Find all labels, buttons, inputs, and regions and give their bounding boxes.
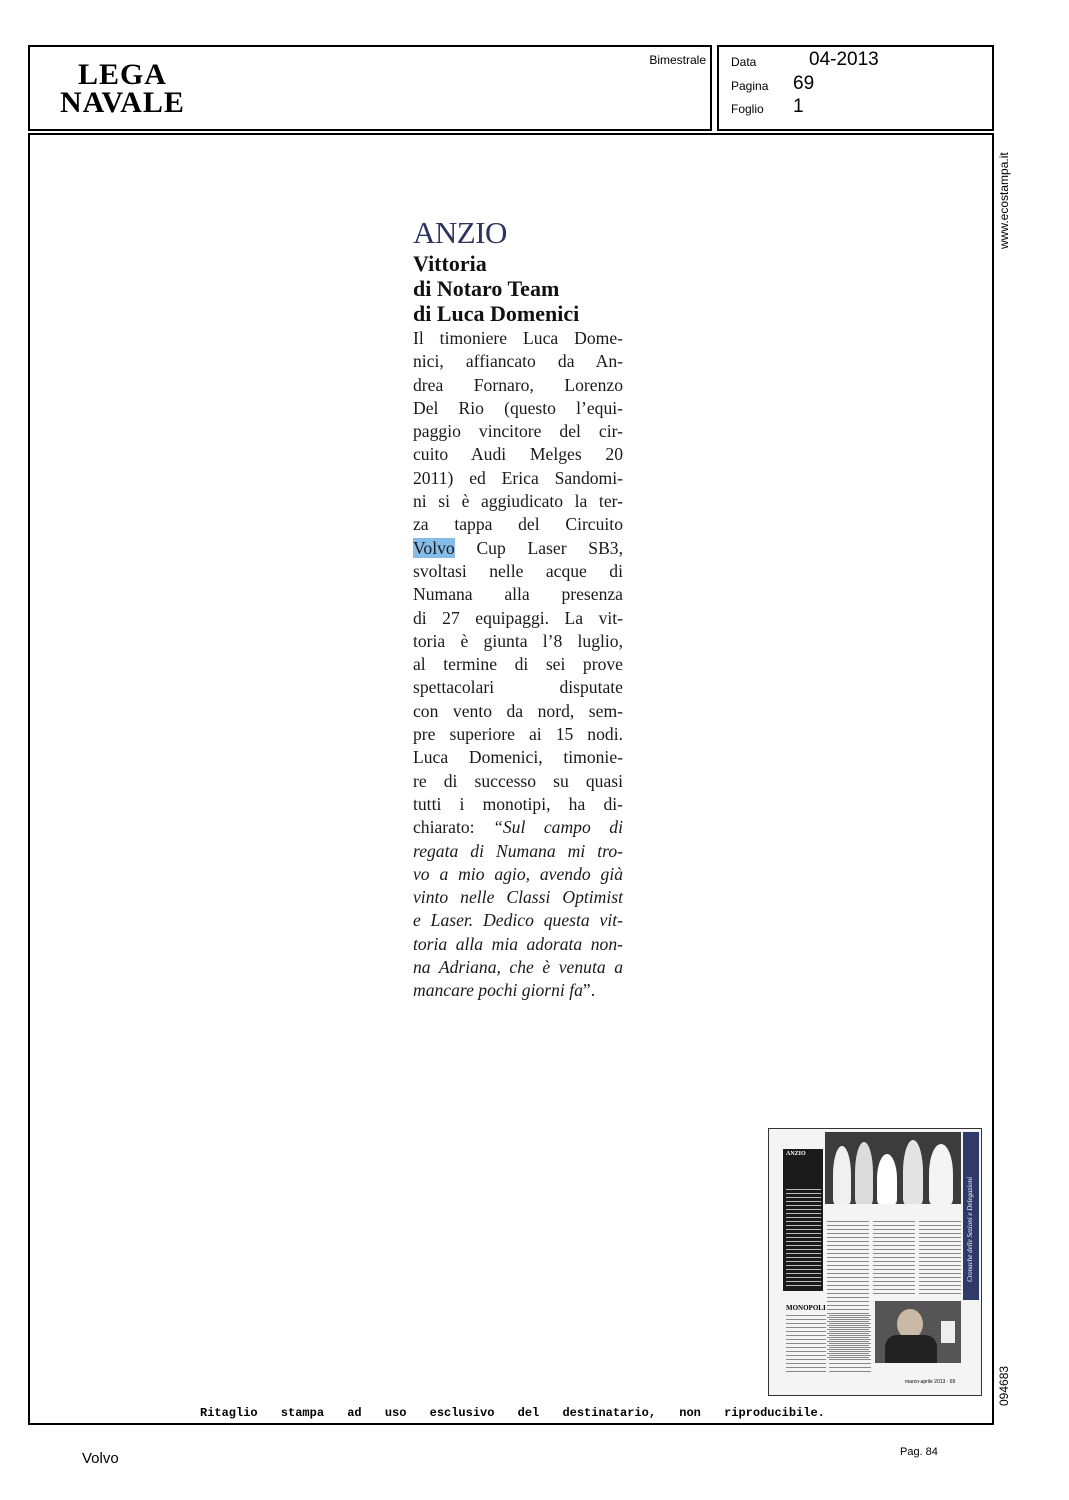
page-label: Pagina <box>731 79 769 93</box>
page-thumbnail <box>768 1128 982 1396</box>
body-line: 2011) ed Erica Sandomi- <box>413 467 623 488</box>
body-line: toria è giunta l’8 luglio, <box>413 630 623 651</box>
thumb-text-block <box>786 1315 826 1375</box>
body-line: pre superiore ai 15 nodi. <box>413 724 623 745</box>
thumb-portrait-photo <box>875 1301 961 1363</box>
quote-line: toria alla mia adorata non- <box>413 933 623 954</box>
date-value: 04-2013 <box>809 49 879 70</box>
body-line: Numana alla presenza <box>413 584 623 605</box>
side-code <box>994 1360 1014 1410</box>
body-line: al termine di sei prove <box>413 654 623 675</box>
quote-first: “Sul campo di <box>493 817 623 838</box>
headline-line: di Notaro Team <box>413 276 560 301</box>
headline-line: Vittoria <box>413 251 487 276</box>
body-line: re di successo su quasi <box>413 770 623 791</box>
thumb-text-block <box>829 1315 871 1375</box>
body-line: con vento da nord, sem- <box>413 700 623 721</box>
body-line-highlight <box>413 537 623 560</box>
body-line: za tappa del Circuito <box>413 514 623 535</box>
quote-line: vo a mio agio, avendo già <box>413 863 623 884</box>
body-fragment: Cup Laser SB3, <box>454 537 623 558</box>
body-line: di 27 equipaggi. La vit- <box>413 607 623 628</box>
body-line: Del Rio (questo l’equi- <box>413 397 623 418</box>
thumb-text-block <box>786 1189 821 1289</box>
thumb-title: ANZIO <box>786 1151 806 1157</box>
footer-page: Pag. 84 <box>900 1446 938 1458</box>
quote-line: na Adriana, che è venuta a <box>413 957 623 978</box>
header-masthead-box <box>28 45 712 131</box>
body-line: nici, affiancato da An- <box>413 351 623 372</box>
thumb-section-band <box>963 1132 979 1300</box>
body-line: Il timoniere Luca Dome- <box>413 328 623 348</box>
article <box>413 215 623 1003</box>
body-line: drea Fornaro, Lorenzo <box>413 374 623 395</box>
thumb-team-photo <box>825 1132 961 1204</box>
date-label: Data <box>731 55 757 69</box>
quote-intro-line <box>413 816 623 839</box>
thumb-text-block <box>873 1221 915 1297</box>
thumb-band-text: Cronache delle Sezioni e Delegazioni <box>966 1176 974 1282</box>
thumb-section-title: MONOPOLI <box>786 1304 826 1312</box>
sheet-value: 1 <box>793 96 804 117</box>
website-text: www.ecostampa.it <box>997 152 1011 249</box>
article-city: ANZIO <box>413 215 507 250</box>
side-website <box>994 145 1014 265</box>
article-body <box>413 327 623 1003</box>
sheet-label: Foglio <box>731 102 764 116</box>
body-line: spettacolari disputate <box>413 677 623 698</box>
disclaimer: Ritaglio stampa ad uso esclusivo del destinatario, non riproducibile. <box>200 1406 825 1420</box>
quote-intro: chiarato: <box>413 817 494 838</box>
thumb-text-block <box>919 1221 961 1297</box>
highlighted-keyword: Volvo <box>413 537 455 558</box>
headline-line: di Luca Domenici <box>413 301 580 326</box>
masthead-line1: LEGA <box>77 58 167 91</box>
body-line: cuito Audi Melges 20 <box>413 444 623 465</box>
code-text: 094683 <box>997 1365 1011 1406</box>
article-headline <box>413 251 623 326</box>
masthead-logo <box>60 58 185 119</box>
masthead-line2: NAVALE <box>60 86 185 119</box>
body-line: svoltasi nelle acque di <box>413 560 623 581</box>
page-value: 69 <box>793 73 815 94</box>
periodicity: Bimestrale <box>649 53 706 67</box>
thumb-footer: marzo-aprile 2013 · 69 <box>905 1379 956 1385</box>
body-line: paggio vincitore del cir- <box>413 421 623 442</box>
quote-close: ”. <box>582 980 596 1001</box>
body-line: Luca Domenici, timonie- <box>413 747 623 768</box>
quote-line: e Laser. Dedico questa vit- <box>413 910 623 931</box>
header-meta-box <box>717 45 994 131</box>
footer-keyword: Volvo <box>82 1450 119 1467</box>
quote-line: vinto nelle Classi Optimist <box>413 887 623 908</box>
quote-line: regata di Numana mi tro- <box>413 840 623 861</box>
body-line: ni si è aggiudicato la ter- <box>413 491 623 512</box>
body-line: tutti i monotipi, ha di- <box>413 793 623 814</box>
quote-last-line <box>413 979 623 1002</box>
quote-last: mancare pochi giorni fa <box>413 980 583 1001</box>
